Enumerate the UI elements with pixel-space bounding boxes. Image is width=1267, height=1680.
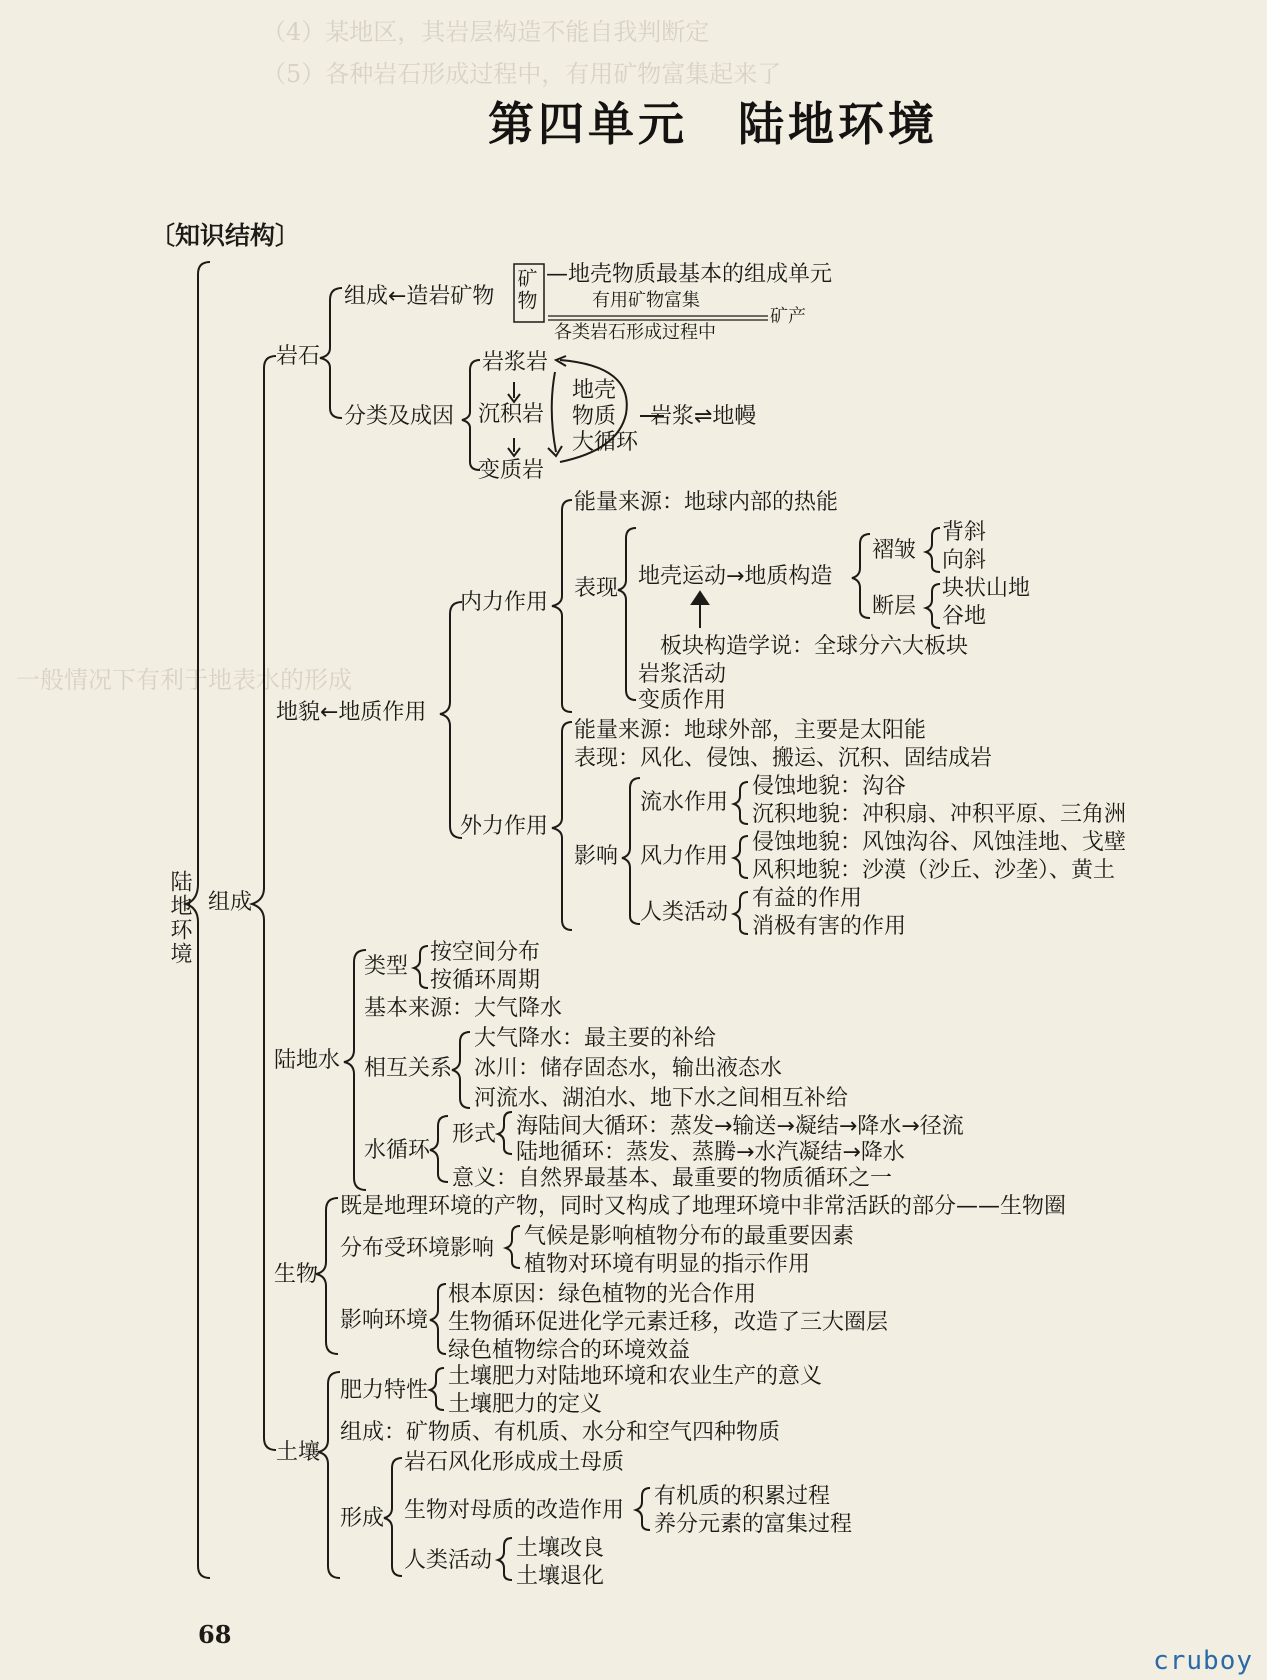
- relation-1: 大气降水：最主要的补给: [474, 1026, 717, 1051]
- valley: 谷地: [942, 604, 987, 629]
- sea-land-cycle: 海陆间大循环：蒸发→输送→凝结→降水→径流: [516, 1114, 964, 1139]
- biology-label: 生物: [274, 1262, 319, 1287]
- plate-tectonics: 板块构造学说：全球分六大板块: [660, 634, 969, 659]
- organic-accumulation: 有机质的积累过程: [654, 1484, 831, 1509]
- water-action: 流水作用: [640, 790, 729, 815]
- soil-improvement: 土壤改良: [516, 1536, 605, 1561]
- element-migration: 生物循环促进化学元素迁移，改造了三大圈层: [448, 1310, 889, 1335]
- soil-label: 土壤: [276, 1440, 321, 1465]
- magma-activity: 岩浆活动: [638, 662, 727, 687]
- page-number: 68: [198, 1620, 232, 1649]
- fertility-significance: 土壤肥力对陆地环境和农业生产的意义: [448, 1364, 823, 1389]
- soil-formation: 形成: [340, 1506, 385, 1531]
- fertility-definition: 土壤肥力的定义: [448, 1392, 603, 1417]
- mineral-box-label: 矿物: [514, 268, 538, 312]
- human-harmful: 消极有害的作用: [752, 914, 907, 939]
- crust-movement: 地壳运动→地质构造: [638, 564, 833, 589]
- mineral-definition: —地壳物质最基本的组成单元: [546, 262, 833, 287]
- water-source: 基本来源：大气降水: [364, 996, 563, 1021]
- wind-erosion: 侵蚀地貌：风蚀沟谷、风蚀洼地、戈壁: [752, 830, 1127, 855]
- magma-mantle: 岩浆⇌地幔: [650, 404, 757, 429]
- soil-degradation: 土壤退化: [516, 1564, 605, 1589]
- relation-2: 冰川：储存固态水，输出液态水: [474, 1056, 783, 1081]
- water-relation: 相互关系: [364, 1056, 453, 1081]
- fold-label: 褶皱: [872, 538, 917, 563]
- external-manifestation: 表现：风化、侵蚀、搬运、沉积、固结成岩: [574, 746, 993, 771]
- metamorphism: 变质作用: [638, 688, 727, 713]
- external-energy: 能量来源：地球外部，主要是太阳能: [574, 718, 927, 743]
- plant-indicator: 植物对环境有明显的指示作用: [524, 1252, 811, 1277]
- wind-action: 风力作用: [640, 844, 729, 869]
- green-benefit: 绿色植物综合的环境效益: [448, 1338, 691, 1363]
- cycle-line-1: 地壳: [572, 378, 617, 403]
- human-activity: 人类活动: [640, 900, 729, 925]
- external-force: 外力作用: [460, 814, 549, 839]
- soil-human-activity: 人类活动: [404, 1548, 493, 1573]
- syncline: 向斜: [942, 548, 987, 573]
- biology-product: 既是地理环境的产物，同时又构成了地理环境中非常活跃的部分——生物圈: [340, 1194, 1067, 1219]
- cycle-form: 形式: [452, 1122, 497, 1147]
- rock-process: 各类岩石形成过程中: [554, 322, 716, 343]
- page-title: 第四单元 陆地环境: [488, 97, 938, 151]
- metamorphic-rock: 变质岩: [478, 458, 545, 483]
- root-label: 陆地环境: [167, 870, 192, 966]
- effect-label: 影响环境: [340, 1308, 429, 1333]
- by-space: 按空间分布: [430, 940, 541, 965]
- distribution-label: 分布受环境影响: [340, 1236, 495, 1261]
- section-heading: 〔知识结构〕: [150, 221, 301, 250]
- water-cycle: 水循环: [364, 1138, 431, 1163]
- ore-label: 矿产: [770, 306, 806, 327]
- bleed-through-text: （4）某地区，其岩层构造不能自我判断定: [262, 18, 710, 46]
- cycle-line-2: 物质: [572, 404, 617, 429]
- influence-label: 影响: [574, 844, 619, 869]
- composition-label: 组成: [208, 890, 253, 915]
- water-erosion: 侵蚀地貌：沟谷: [752, 774, 907, 799]
- cycle-meaning: 意义：自然界最基本、最重要的物质循环之一: [452, 1166, 893, 1191]
- water-deposit: 沉积地貌：冲积扇、冲积平原、三角洲: [752, 802, 1127, 827]
- human-beneficial: 有益的作用: [752, 886, 863, 911]
- fertility-label: 肥力特性: [340, 1378, 429, 1403]
- useful-mineral: 有用矿物富集: [592, 290, 700, 311]
- internal-energy: 能量来源：地球内部的热能: [574, 490, 839, 515]
- magmatic-rock: 岩浆岩: [482, 350, 549, 375]
- rock-composition: 组成←造岩矿物: [344, 284, 495, 309]
- bleed-through-text: （5）各种岩石形成过程中，有用矿物富集起来了: [262, 60, 782, 88]
- biological-modification: 生物对母质的改造作用: [404, 1498, 625, 1523]
- wind-deposit: 风积地貌：沙漠（沙丘、沙垄）、黄土: [752, 858, 1116, 883]
- climate-factor: 气候是影响植物分布的最重要因素: [524, 1224, 855, 1249]
- sedimentary-rock: 沉积岩: [478, 402, 545, 427]
- parent-material: 岩石风化形成成土母质: [404, 1450, 625, 1475]
- block-mountain: 块状山地: [942, 576, 1031, 601]
- internal-force: 内力作用: [460, 590, 549, 615]
- land-water-label: 陆地水: [274, 1048, 341, 1073]
- anticline: 背斜: [942, 520, 987, 545]
- water-type: 类型: [364, 954, 409, 979]
- root-cause: 根本原因：绿色植物的光合作用: [448, 1282, 757, 1307]
- cycle-line-3: 大循环: [572, 430, 639, 455]
- land-cycle: 陆地循环：蒸发、蒸腾→水汽凝结→降水: [516, 1140, 905, 1165]
- bleed-through-text: 一般情况下有利于地表水的形成: [16, 666, 352, 694]
- watermark: cruboy: [1153, 1646, 1253, 1676]
- rock-classification: 分类及成因: [344, 404, 455, 429]
- by-cycle: 按循环周期: [430, 968, 541, 993]
- rock-label: 岩石: [276, 344, 321, 369]
- nutrient-enrichment: 养分元素的富集过程: [654, 1512, 853, 1537]
- soil-composition: 组成：矿物质、有机质、水分和空气四种物质: [340, 1420, 781, 1445]
- landform-label: 地貌←地质作用: [276, 700, 427, 725]
- internal-manifestation: 表现: [574, 576, 619, 601]
- relation-3: 河流水、湖泊水、地下水之间相互补给: [474, 1086, 849, 1111]
- fault-label: 断层: [872, 594, 917, 619]
